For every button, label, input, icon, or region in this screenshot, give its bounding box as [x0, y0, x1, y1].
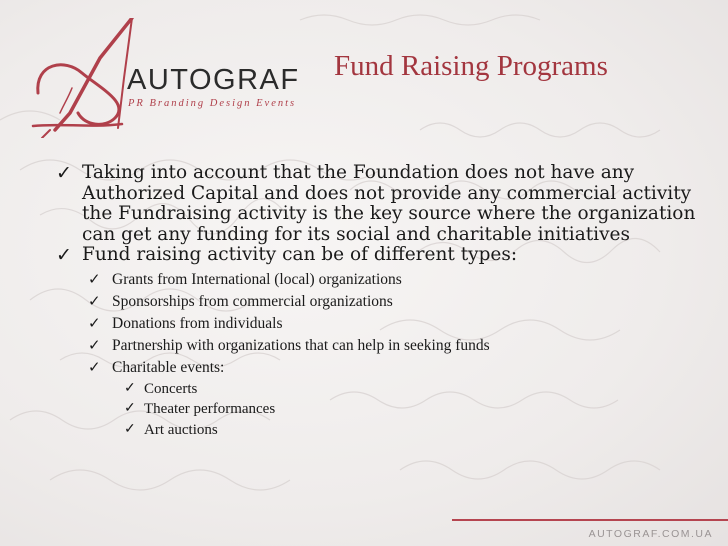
sub-sub-bullet-item — [124, 399, 696, 420]
bullet-text: Fund raising activity can be of different types: — [82, 244, 518, 265]
footer-divider — [452, 519, 728, 521]
check-mark-icon: ✓ — [88, 293, 101, 310]
bullet-list — [56, 163, 696, 440]
check-mark-icon: ✓ — [88, 315, 101, 332]
sub-bullet-item — [88, 357, 696, 379]
bullet-item — [56, 245, 696, 266]
check-mark-icon: ✓ — [88, 337, 101, 354]
sub-bullet-text: Sponsorships from commercial organizations — [112, 292, 393, 310]
check-mark-icon: ✓ — [124, 380, 136, 396]
slide-title: Fund Raising Programs — [334, 50, 608, 82]
sub-bullet-item — [88, 269, 696, 291]
check-mark-icon: ✓ — [88, 271, 101, 288]
brand-tagline: PR Branding Design Events — [128, 98, 297, 109]
sub-sub-bullet-text: Theater performances — [144, 401, 276, 417]
sub-bullet-item — [88, 313, 696, 335]
sub-sub-bullet-item — [124, 420, 696, 441]
sub-sub-bullet-text: Concerts — [144, 380, 198, 397]
sub-bullet-text: Grants from International (local) organizations — [112, 270, 402, 288]
brand-name: AUTOGRAF — [127, 64, 300, 96]
footer-url: AUTOGRAF.COM.UA — [588, 528, 713, 540]
bullet-text: Taking into account that the Foundation does not have any Authorized Capital and does not provide any commercial activity the Fundraising activity is the key source where the organization can get any funding for its social and charitable initiatives — [82, 162, 696, 245]
check-mark-icon: ✓ — [124, 421, 136, 437]
sub-sub-bullet-item — [124, 379, 696, 400]
bullet-item — [56, 163, 696, 245]
autograf-logo — [30, 18, 300, 138]
sub-sub-bullet-text: Art auctions — [144, 421, 218, 438]
sub-bullet-text: Charitable events: — [112, 358, 225, 376]
sub-bullet-item — [88, 291, 696, 313]
check-mark-icon: ✓ — [88, 359, 101, 376]
check-mark-icon: ✓ — [56, 162, 72, 184]
check-mark-icon: ✓ — [124, 401, 136, 416]
sub-bullet-item — [88, 335, 696, 357]
sub-bullet-text: Donations from individuals — [112, 314, 283, 332]
check-mark-icon: ✓ — [56, 244, 72, 266]
sub-bullet-text: Partnership with organizations that can help in seeking funds — [112, 336, 490, 354]
